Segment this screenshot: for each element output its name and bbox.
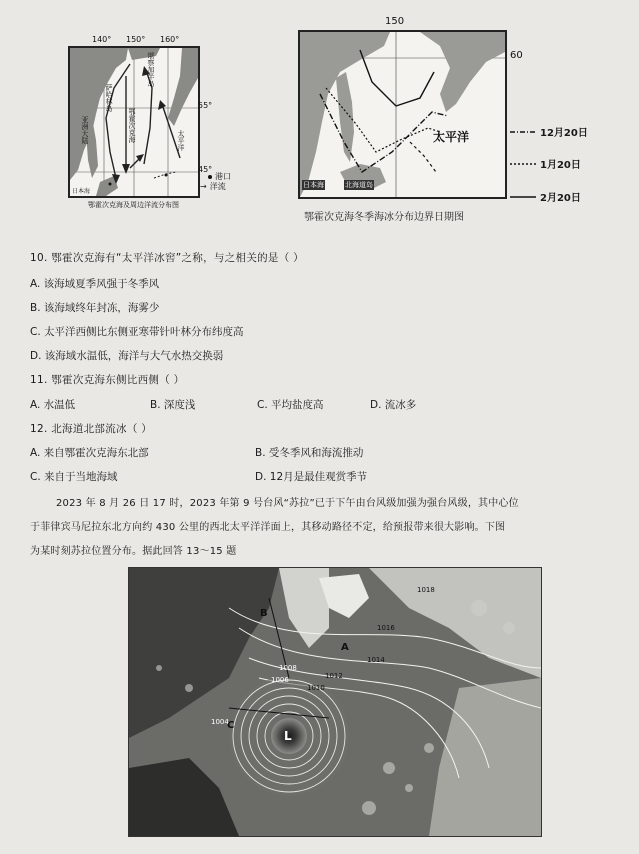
figure-1-label-sea-of-japan: 日本海 (72, 188, 91, 195)
isobar-1016: 1016 (377, 624, 395, 632)
question-11-option-a: A. 水温低 (30, 399, 76, 411)
figure-1-lon-160: 160° (160, 35, 180, 44)
typhoon-point-c: C (227, 720, 235, 731)
figure-1-lon-150: 150° (126, 35, 146, 44)
typhoon-point-b: B (260, 608, 268, 619)
current-arrow-icon: → (200, 182, 207, 191)
isobar-1004: 1004 (211, 718, 229, 726)
figure-2-legend-feb20-label: 2月20日 (540, 193, 581, 204)
question-10-option-d: D. 该海域水温低，海洋与大气水热交换弱 (30, 350, 224, 362)
question-10-option-b: B. 该海域终年封冻，海雾少 (30, 302, 160, 314)
figure-2-lon-150: 150 (385, 16, 405, 27)
figure-1-label-okhotsk: 鄂霍次克海 (128, 108, 136, 143)
question-10-stem: 10. 鄂霍次克海有“太平洋冰窖”之称，与之相关的是（ ） (30, 252, 304, 264)
figure-2-ice-map (298, 30, 507, 199)
figure-1-legend-current-label: 洋流 (209, 182, 226, 191)
figure-1-label-sakhalin: 萨哈林岛 (105, 84, 113, 112)
question-12-option-c: C. 来自于当地海域 (30, 471, 118, 483)
question-10-option-a: A. 该海域夏季风强于冬季风 (30, 278, 160, 290)
isobar-1008: 1008 (279, 664, 297, 672)
isobar-1018: 1018 (417, 586, 435, 594)
question-12-option-a: A. 来自鄂霍次克海东北部 (30, 447, 149, 459)
question-12-option-b: B. 受冬季风和海流推动 (255, 447, 364, 459)
passage-line-2: 于菲律宾马尼拉东北方向约 430 公里的西北太平洋洋面上，其移动路径不定，给预报带来很大影响。下图 (30, 522, 506, 533)
figure-2-sea-of-japan-label: 日本海 (303, 181, 324, 189)
typhoon-satellite-map (128, 567, 542, 837)
question-12-option-d: D. 12月是最佳观赏季节 (255, 471, 368, 483)
figure-2-legend-jan20-label: 1月20日 (540, 160, 581, 171)
typhoon-center-l: L (284, 729, 292, 743)
figure-2-legend-jan20 (510, 156, 581, 171)
figure-1-legend-current (200, 181, 226, 192)
solid-line-icon (510, 194, 536, 200)
isobar-1010: 1010 (307, 684, 325, 692)
typhoon-map-drawing (129, 568, 541, 836)
dash-dot-line-icon (510, 129, 536, 135)
figure-1-lat-45: 45° (198, 165, 213, 174)
figure-2-pacific-label: 太平洋 (433, 130, 470, 144)
figure-1-lat-55: 55° (198, 101, 213, 110)
figure-1-caption: 鄂霍次克海及周边洋流分布图 (88, 201, 179, 209)
figure-1-lon-140: 140° (92, 35, 112, 44)
question-11-option-d: D. 流冰多 (370, 399, 417, 411)
passage-line-3: 为某时刻苏拉位置分布。据此回答 13～15 题 (30, 546, 237, 557)
question-11-stem: 11. 鄂霍次克海东侧比西侧（ ） (30, 374, 185, 386)
figure-2-hokkaido-label: 北海道岛 (345, 181, 373, 189)
passage-line-1: 2023 年 8 月 26 日 17 时，2023 年第 9 号台风“苏拉”已于下午由台风级加强为强台风级，其中心位 (56, 498, 519, 509)
question-11-option-c: C. 平均盐度高 (257, 399, 324, 411)
figure-1-label-pacific: 太平洋 (177, 130, 185, 151)
figure-1-label-asia: 亚洲大陆 (81, 116, 89, 144)
typhoon-point-a: A (341, 642, 349, 653)
figure-2-caption: 鄂霍次克海冬季海冰分布边界日期图 (304, 212, 464, 223)
isobar-1006: 1006 (271, 676, 289, 684)
figure-2-legend-feb20 (510, 189, 581, 204)
dotted-line-icon (510, 161, 536, 167)
figure-2-drawing (300, 32, 505, 197)
question-11-option-b: B. 深度浅 (150, 399, 196, 411)
port-icon (208, 175, 212, 179)
isobar-1012: 1012 (325, 672, 343, 680)
figure-1-current-map (68, 46, 200, 198)
figure-1-label-kamchatka: 堪察加半岛 (147, 52, 155, 87)
question-12-stem: 12. 北海道北部流冰（ ） (30, 423, 153, 435)
question-10-option-c: C. 太平洋西侧比东侧亚寒带针叶林分布纬度高 (30, 326, 244, 338)
figure-2-lat-60: 60 (510, 50, 523, 61)
figure-2-legend-dec20-label: 12月20日 (540, 128, 588, 139)
figure-2-legend-dec20 (510, 124, 588, 139)
figure-1-legend-port-label: 港口 (215, 172, 231, 181)
isobar-1014: 1014 (367, 656, 385, 664)
